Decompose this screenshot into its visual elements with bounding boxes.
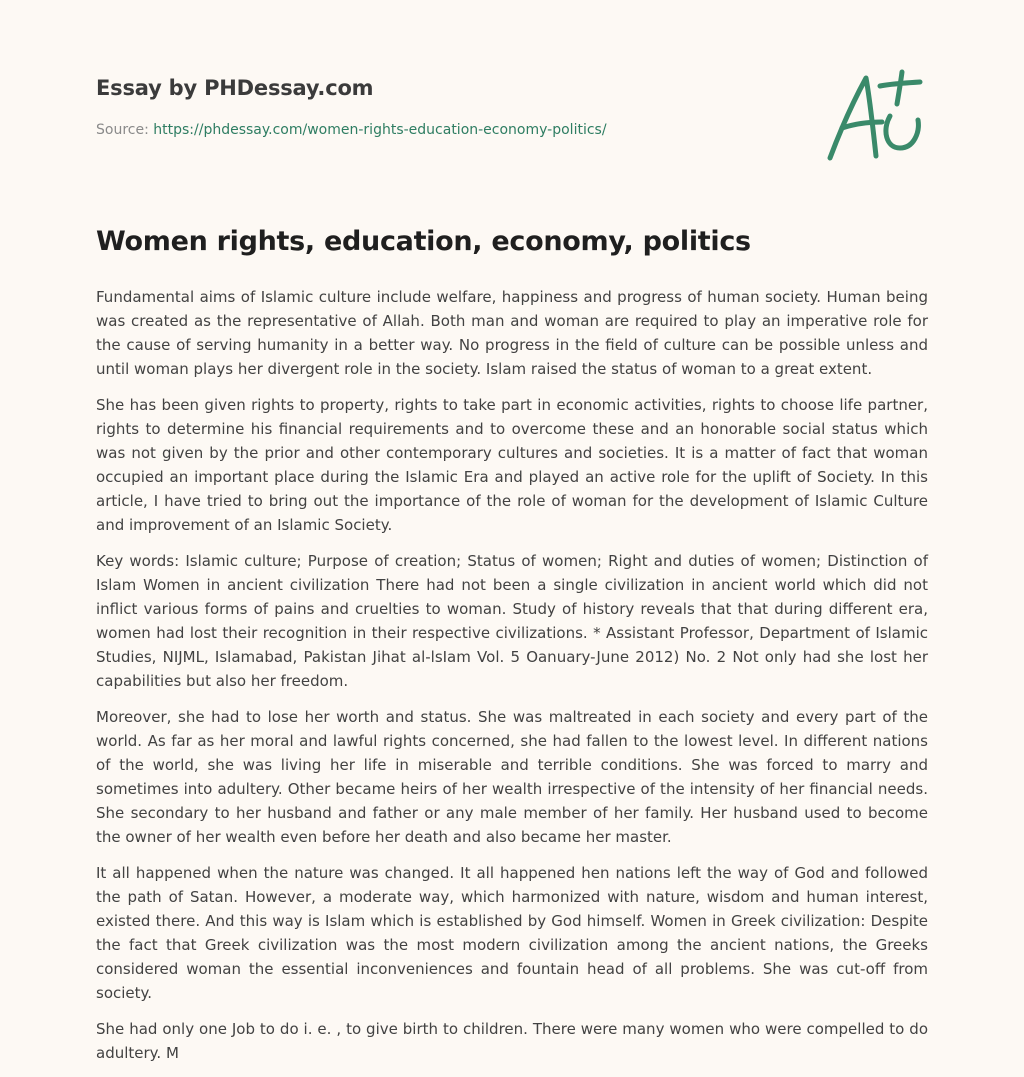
essay-paragraph: Moreover, she had to lose her worth and status. She was maltreated in each society and every part of the world. As far as her moral and lawful rights concerned, she had fallen to the lowest level. In different nations of the world, she was living her life in miserable and terrible conditions. She was forced to marry and sometimes into adultery. Other became heirs of her wealth irrespective of the intensity of her financial needs. She secondary to her husband and father or any male member of her family. Her husband used to become the owner of her wealth even before her death and also became her master.	[96, 708, 928, 846]
source-label: Source:	[96, 122, 154, 138]
source-line	[96, 122, 796, 138]
essay-paragraph: She has been given rights to property, rights to take part in economic activities, rights to choose life partner, rights to determine his financial requirements and to overcome these and an honorable social status which was not given by the prior and other contemporary cultures and societies. It is a matter of fact that woman occupied an important place during the Islamic Era and played an active role for the uplift of Society. In this article, I have tried to bring out the importance of the role of woman for the development of Islamic Culture and improvement of an Islamic Society.	[96, 396, 928, 534]
essay-paragraph: Key words: Islamic culture; Purpose of creation; Status of women; Right and duties of women; Distinction of Islam Women in ancient civilization There had not been a single civilization in ancient world which did not inflict various forms of pains and cruelties to woman. Study of history reveals that that during different era, women had lost their recognition in their respective civilizations. * Assistant Professor, Department of Islamic Studies, NIJML, Islamabad, Pakistan Jihаt al-lsIаm Vol. 5 Oanuary-June 2012) No. 2 Not only had she lost her capabilities but also her freedom.	[96, 552, 928, 690]
source-link[interactable]: https://phdessay.com/women-rights-education-economy-politics/	[153, 122, 607, 138]
brand-title: Essay by PHDessay.com	[96, 76, 374, 100]
essay-paragraph: It all happened when the nature was changed. It all happened hen nations left the way of God and followed the path of Satan. However, a moderate way, which harmonized with nature, wisdom and human interest, existed there. And this way is Islam which is established by God himself. Women in Greek civilization: Despite the fact that Greek civilization was the most modern civilization among the ancient nations, the Greeks considered woman the essential inconveniences and fountain head of all problems. She was cut-off from society.	[96, 864, 928, 1002]
essay-header	[96, 76, 796, 138]
a-plus-logo-icon	[820, 66, 932, 166]
essay-paragraph: She had only one Job to do i. e. , to give birth to children. There were many women who were compelled to do adultery. M	[96, 1020, 928, 1062]
essay-title: Women rights, education, economy, politics	[96, 226, 751, 257]
essay-body	[96, 285, 928, 1077]
essay-paragraph: Fundamental aims of Islamic culture include welfare, happiness and progress of human society. Human being was created as the representative of Allah. Both man and woman are required to play an imperative role for the cause of serving humanity in a better way. No progress in the field of culture can be possible unless and until woman plays her divergent role in the society. Islam raised the status of woman to a great extent.	[96, 288, 928, 378]
